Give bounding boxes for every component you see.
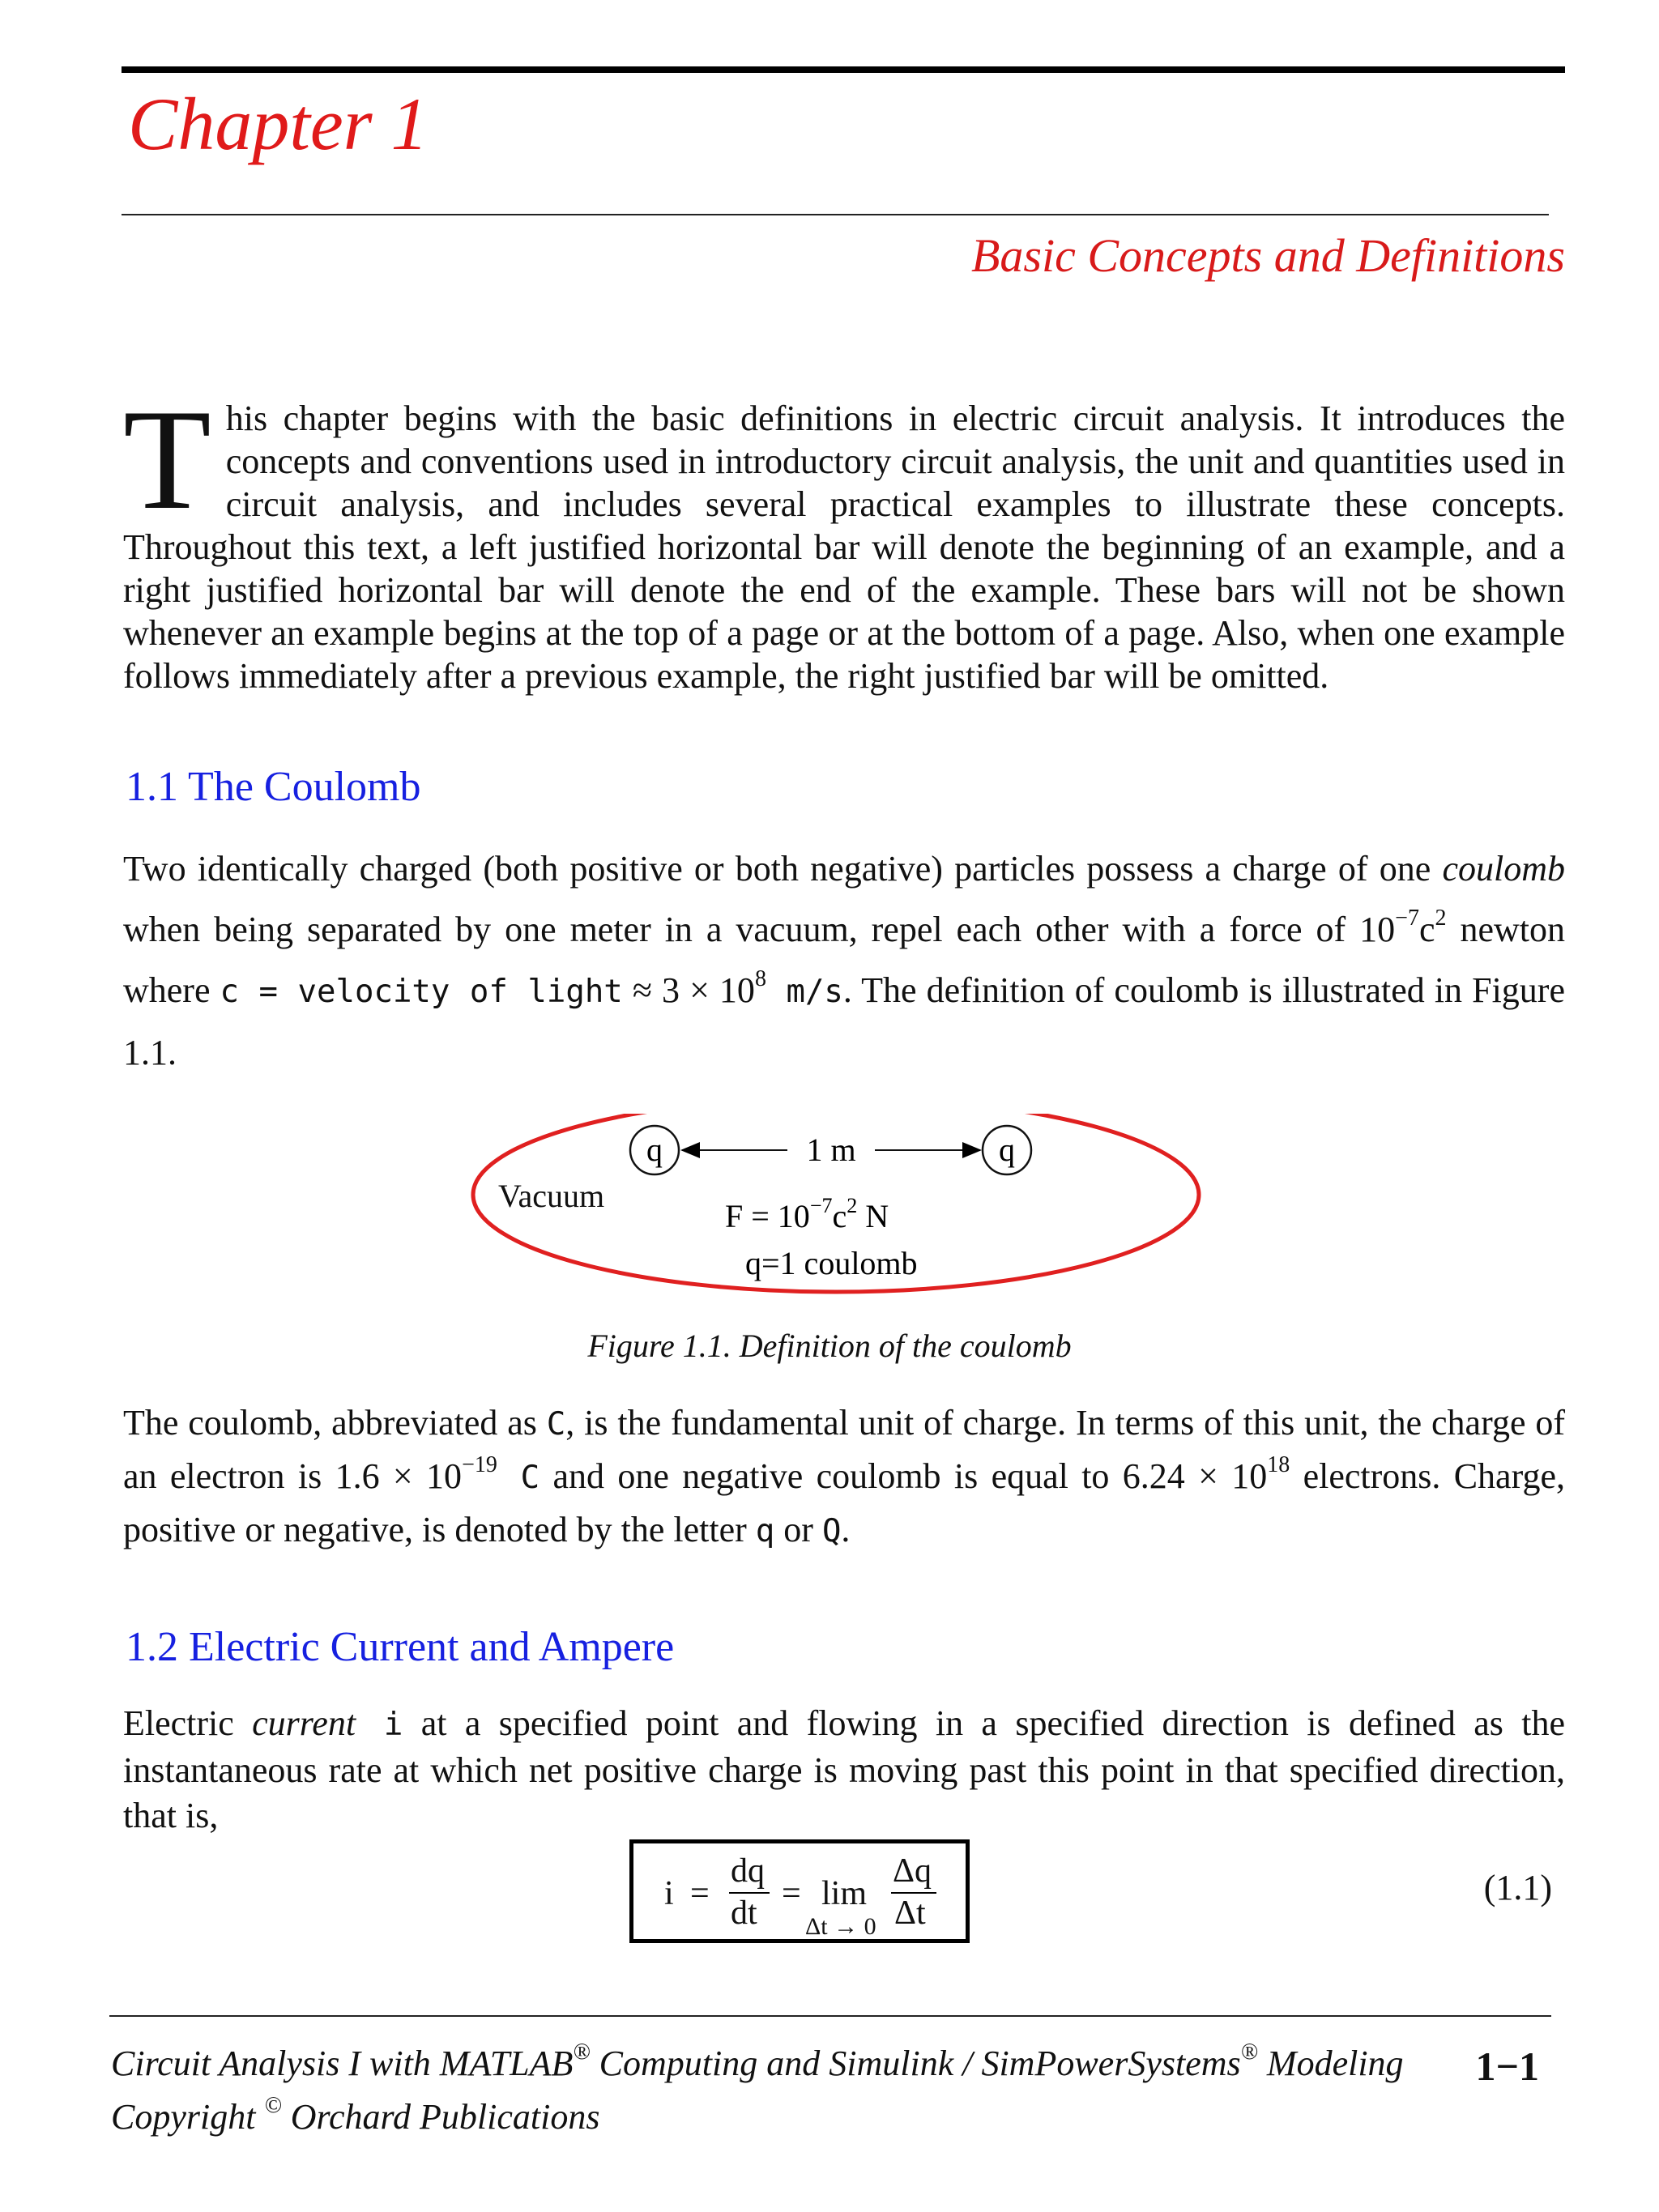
footer-copyright: Copyright © Orchard Publications	[111, 2093, 600, 2137]
coulomb-unit-paragraph: The coulomb, abbreviated as C, is the fundamental unit of charge. In terms of this unit, the charge of an electron is $1.6 \times 10^{-19}$ C and one negative coulomb is equal to $6.24 \times 10^{18}$ electrons. Charge, positive or negative, is denoted by the letter q or Q.	[123, 1403, 1565, 1549]
footer-rule	[109, 2015, 1551, 2017]
top-thick-rule	[122, 66, 1565, 73]
intro-text: his chapter begins with the basic definitions in electric circuit analysis. It introduces the concepts and conventions used in introductory circuit analysis, the unit and quantities used in circuit analysis, and includes several practical examples to illustrate these concepts. Throughout this text, a left justified horizontal bar will denote the beginning of an example, and a right justified horizontal bar will denote the end of the example. These bars will not be shown whenever an example begins at the top of a page or at the bottom of a page. Also, when one example follows immediately after a previous example, the right justified bar will be omitted.	[123, 399, 1565, 696]
footer-book-title: Circuit Analysis I with MATLAB® Computing and Simulink / SimPowerSystems® Modeling	[111, 2039, 1404, 2083]
chapter-title: Chapter 1	[128, 83, 429, 165]
charge-right-label: q	[999, 1132, 1015, 1168]
page-number: 1−1	[1475, 2044, 1539, 2089]
equation-box: i = dq dt = lim Δt → 0 Δq Δt	[629, 1839, 970, 1943]
section-1-1-heading: 1.1 The Coulomb	[126, 764, 421, 810]
force-label: $F = 10^{-7}c^2$ N	[725, 1194, 889, 1234]
chapter-divider	[122, 214, 1549, 215]
equation-number: (1.1)	[1483, 1868, 1552, 1907]
intro-paragraph	[123, 379, 1565, 697]
chapter-subtitle: Basic Concepts and Definitions	[971, 229, 1565, 282]
section-1-2-heading: 1.2 Electric Current and Ampere	[126, 1624, 675, 1670]
current-definition-paragraph: Electric current i at a specified point and flowing in a specified direction is defined as the instantaneous rate at which net positive charge is moving past this point in that specified direction, that is,	[123, 1703, 1565, 1835]
charge-left-label: q	[646, 1132, 663, 1168]
vacuum-label: Vacuum	[498, 1178, 605, 1214]
drop-cap: T	[123, 379, 211, 539]
charge-definition-label: q=1 coulomb	[745, 1245, 918, 1281]
figure-caption: Figure 1.1. Definition of the coulomb	[587, 1328, 1072, 1364]
distance-label: 1 m	[806, 1132, 856, 1168]
coulomb-definition-paragraph: Two identically charged (both positive or both negative) particles possess a charge of one coulomb when being separated by one meter in a vacuum, repel each other with a force of $10^{-7}c^2$ newton where c = velocity of light ≈ $3 \times 10^8$ m/s. The definition of coulomb is illustrated in Figure 1.1.	[123, 849, 1566, 1072]
figure-coulomb	[454, 1114, 1264, 1316]
